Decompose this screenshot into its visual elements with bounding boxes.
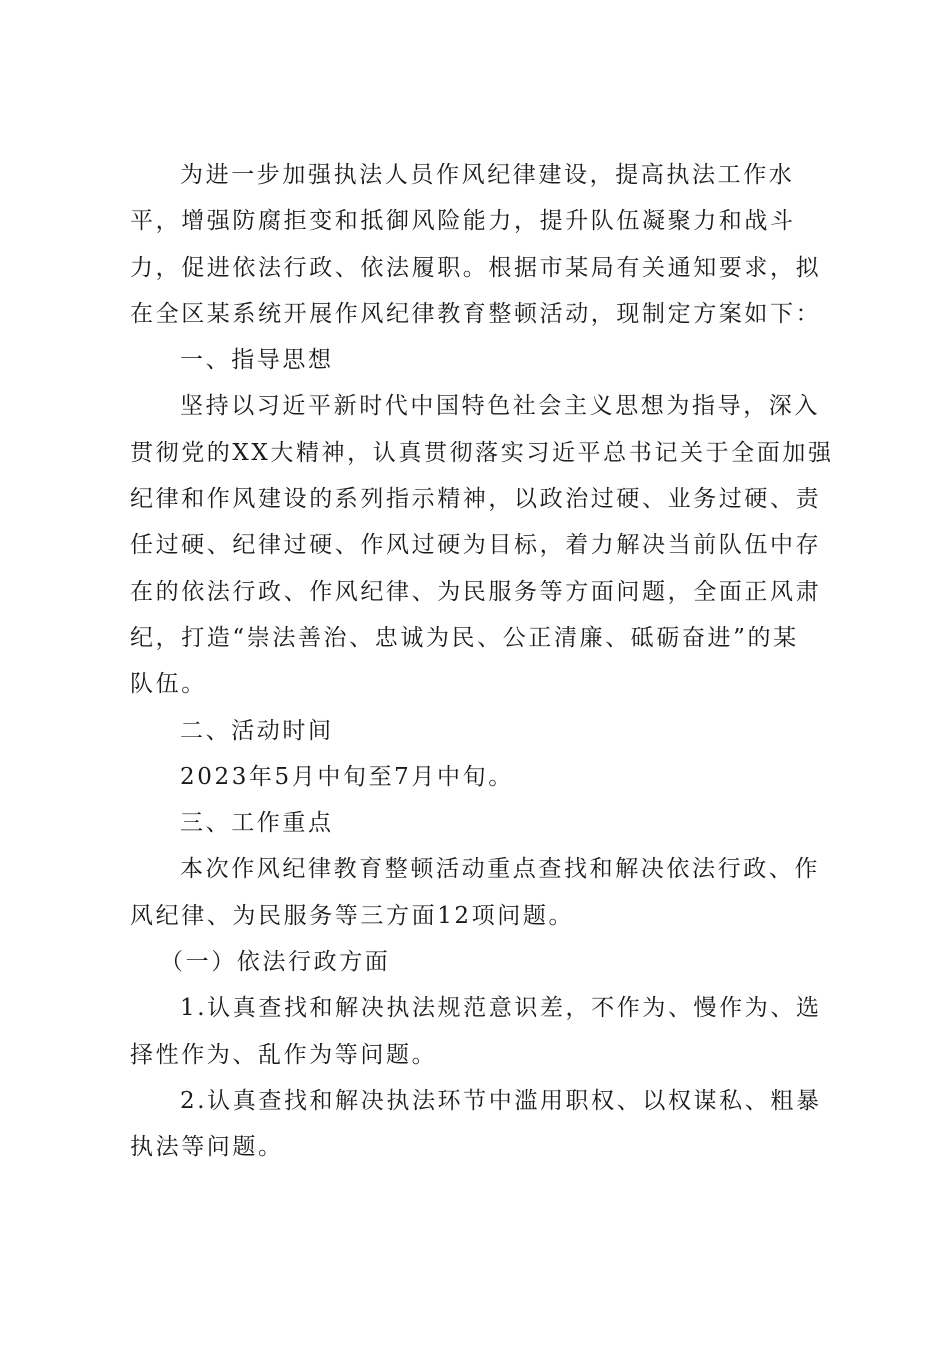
section-heading: 二、活动时间 bbox=[180, 717, 334, 744]
paragraph-line: 纪律和作风建设的系列指示精神，以政治过硬、业务过硬、责 bbox=[130, 486, 822, 513]
paragraph-line: 在的依法行政、作风纪律、为民服务等方面问题，全面正风肃 bbox=[130, 578, 822, 605]
paragraph-line: 贯彻党的XX大精神，认真贯彻落实习近平总书记关于全面加强 bbox=[130, 439, 834, 466]
section-heading: 三、工作重点 bbox=[180, 810, 334, 837]
list-item-line: 2.认真查找和解决执法环节中滥用职权、以权谋私、粗暴 bbox=[180, 1087, 822, 1114]
paragraph-line: 平，增强防腐拒变和抵御风险能力，提升队伍凝聚力和战斗 bbox=[130, 208, 796, 235]
paragraph-line: 力，促进依法行政、依法履职。根据市某局有关通知要求，拟 bbox=[130, 254, 822, 281]
paragraph-line: 纪，打造“崇法善治、忠诚为民、公正清廉、砥砺奋进”的某 bbox=[130, 624, 799, 651]
paragraph-line: 2023年5月中旬至7月中旬。 bbox=[180, 763, 514, 790]
list-item-line: 执法等问题。 bbox=[130, 1134, 284, 1161]
paragraph-line: 任过硬、纪律过硬、作风过硬为目标，着力解决当前队伍中存 bbox=[130, 532, 822, 559]
section-heading: 一、指导思想 bbox=[180, 347, 334, 374]
list-item-line: 择性作为、乱作为等问题。 bbox=[130, 1041, 438, 1068]
document-body bbox=[130, 152, 834, 1171]
paragraph-line: 在全区某系统开展作风纪律教育整顿活动，现制定方案如下： bbox=[130, 300, 822, 327]
list-item-line: 1.认真查找和解决执法规范意识差，不作为、慢作为、选 bbox=[180, 995, 822, 1022]
paragraph-line: 队伍。 bbox=[130, 671, 207, 698]
paragraph-line: 坚持以习近平新时代中国特色社会主义思想为指导，深入 bbox=[180, 393, 820, 420]
paragraph-line: 本次作风纪律教育整顿活动重点查找和解决依法行政、作 bbox=[180, 856, 820, 883]
subsection-heading: （一）依法行政方面 bbox=[160, 949, 391, 976]
paragraph-line: 风纪律、为民服务等三方面12项问题。 bbox=[130, 902, 575, 929]
paragraph-line: 为进一步加强执法人员作风纪律建设，提高执法工作水 bbox=[180, 162, 795, 188]
